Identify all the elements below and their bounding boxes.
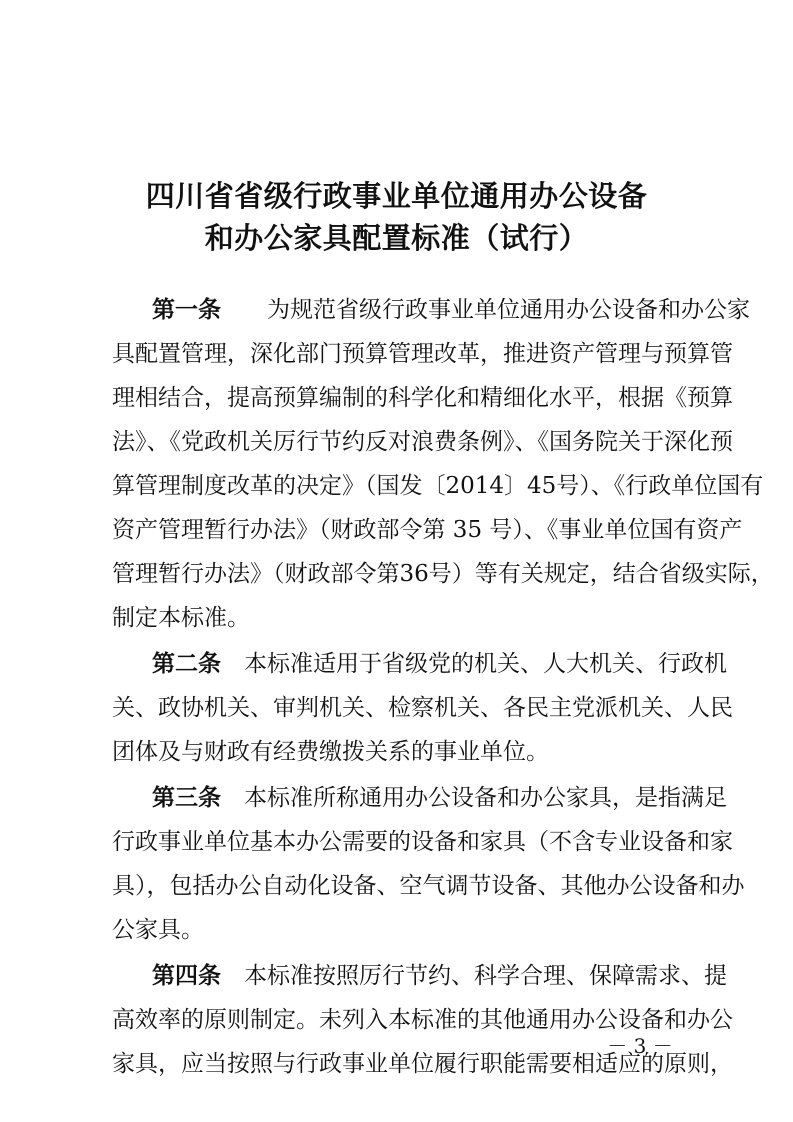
article-3-text-1: 本标准所称通用办公设备和办公家具，是指满足: [244, 785, 727, 811]
article-3-line-3: 具），包括办公自动化设备、空气调节设备、其他办公设备和办: [112, 873, 745, 899]
article-4-text-1: 本标准按照厉行节约、科学合理、保障需求、提: [244, 963, 727, 989]
article-2-text-1: 本标准适用于省级党的机关、人大机关、行政机: [244, 651, 727, 677]
article-3-line-1: [112, 776, 727, 820]
article-1-line-5: 算管理制度改革的决定》（国发〔2014〕45号）、《行政单位国有: [112, 473, 764, 499]
article-1-line-2: 具配置管理，深化部门预算管理改革，推进资产管理与预算管: [112, 341, 733, 367]
article-1-line-6: 资产管理暂行办法》（财政部令第 35 号）、《事业单位国有资产: [112, 517, 743, 543]
page-number: － 3 －: [607, 1034, 673, 1058]
article-3-heading: 第三条: [152, 785, 221, 811]
article-1-line-8: 制定本标准。: [112, 605, 250, 631]
article-1-heading: 第一条: [152, 297, 221, 323]
article-1-line-4: 法》、《党政机关厉行节约反对浪费条例》、《国务院关于深化预: [112, 429, 733, 455]
article-1-line-1: [112, 288, 750, 332]
article-4-line-3: 家具，应当按照与行政事业单位履行职能需要相适应的原则，: [112, 1051, 733, 1077]
article-1-line-3: 理相结合，提高预算编制的科学化和精细化水平，根据《预算: [112, 385, 733, 411]
article-2-line-2: 关、政协机关、审判机关、检察机关、各民主党派机关、人民: [112, 695, 733, 721]
article-4-heading: 第四条: [152, 963, 221, 989]
document-title-line-1: 四川省省级行政事业单位通用办公设备: [145, 179, 648, 213]
article-2-line-1: [112, 642, 727, 686]
article-2-heading: 第二条: [152, 651, 221, 677]
article-1-text-1: 为规范省级行政事业单位通用办公设备和办公家: [267, 297, 750, 323]
article-4-line-2: 高效率的原则制定。未列入本标准的其他通用办公设备和办公: [112, 1007, 733, 1033]
article-3-line-2: 行政事业单位基本办公需要的设备和家具（不含专业设备和家: [112, 829, 733, 855]
article-3-line-4: 公家具。: [112, 917, 204, 943]
article-4-line-1: [112, 954, 727, 998]
article-1-line-7: 管理暂行办法》（财政部令第36号）等有关规定，结合省级实际，: [112, 561, 774, 587]
document-title-line-2: 和办公家具配置标准（试行）: [204, 221, 589, 255]
article-2-line-3: 团体及与财政有经费缴拨关系的事业单位。: [112, 739, 549, 765]
